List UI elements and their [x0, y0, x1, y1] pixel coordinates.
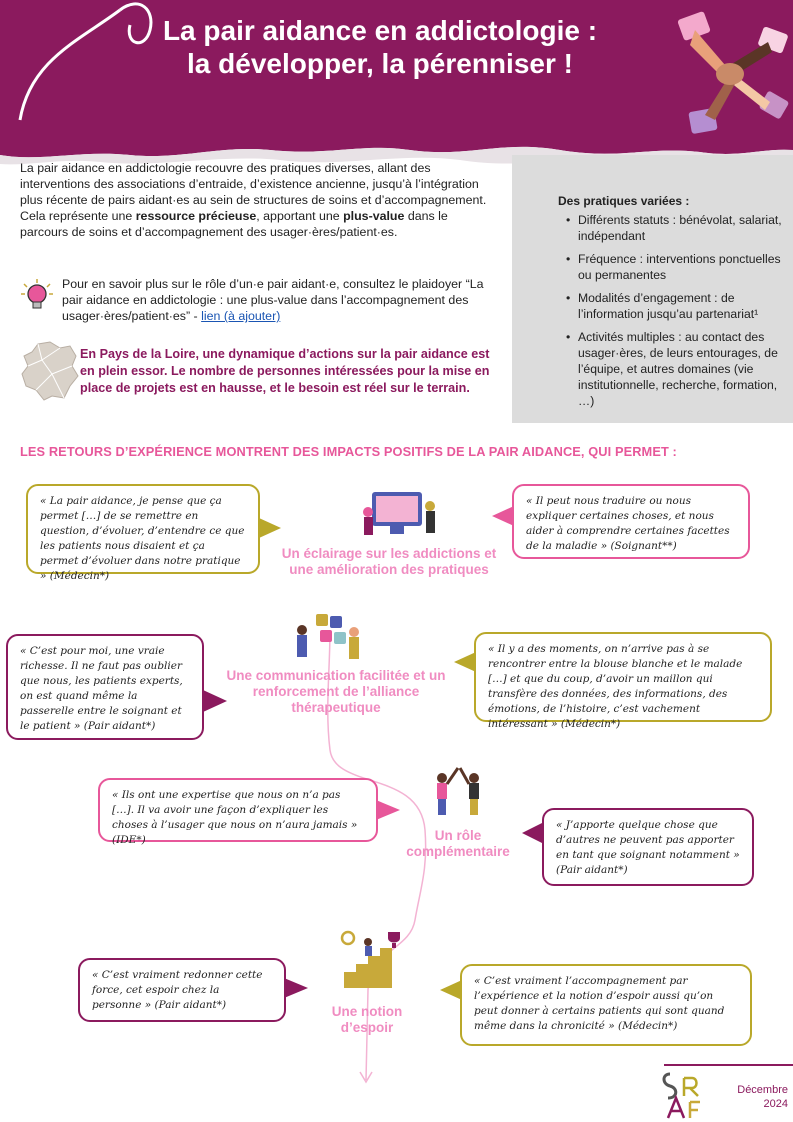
quote-text: « Il y a des moments, on n’arrive pas à se rencontrer entre la blouse blanche et le malade […] et que du coup, d’avoir un maillon qui transfère des données, des informations, des émotions, de l’histoire, c’est vachement intéressant » (Médecin*) — [488, 643, 743, 730]
intro-p2-part: , apportant une — [256, 209, 344, 223]
publication-date — [716, 1083, 788, 1111]
quote-box — [460, 964, 752, 1046]
quote-text: « La pair aidance, je pense que ça permet […] de se remettre en question, d’évoluer, d’entendre ce que les patients nous disaient et ça permet d’évoluer dans notre pratique » (Médecin*) — [40, 495, 245, 582]
quote-pointer — [520, 822, 544, 844]
quote-pointer — [490, 506, 514, 526]
quote-box — [78, 958, 286, 1022]
pays-de-la-loire-map — [20, 340, 80, 402]
practices-item: • Fréquence : interventions ponctuelles ou permanentes — [566, 251, 788, 283]
quote-box — [512, 484, 750, 559]
quote-box — [474, 632, 772, 730]
intro-p2-emphasis: ressource précieuse — [135, 209, 257, 223]
footer-divider — [664, 1064, 793, 1066]
quote-pointer — [259, 518, 283, 538]
hands-illustration — [650, 10, 790, 140]
plaidoyer-text — [62, 276, 502, 324]
quote-text: « J’apporte quelque chose que d’autres ne peuvent pas apporter en tant que soignant notamment » (Pair aidant*) — [556, 819, 740, 876]
quote-pointer — [452, 652, 476, 672]
theme-title: Un rôle complémentaire — [406, 828, 510, 859]
date-year: 2024 — [763, 1098, 788, 1110]
intro-p2-emphasis: plus-value — [343, 209, 405, 223]
quote-box — [542, 808, 754, 886]
lightbulb-icon — [20, 278, 54, 312]
sraf-logo — [660, 1068, 716, 1120]
quote-pointer — [438, 980, 462, 1000]
region-text: En Pays de la Loire, une dynamique d’actions sur la pair aidance est en plein essor. Le nombre de personnes intéressées pour la mise en place de projets est en hausse, et le besoin est réel sur le terrain. — [80, 347, 490, 395]
intro-paragraph-1: La pair aidance en addictologie recouvre des pratiques diverses, allant des interventions des associations d’entraide, d’existence ancienne, jusqu’à l’intégration plus récente de pairs aidant·es au sein de structures de soins et d’accompagnement. — [20, 161, 487, 207]
puzzle-people-illustration — [294, 610, 364, 666]
practices-list — [566, 212, 788, 416]
practices-item: • Différents statuts : bénévolat, salariat, indépendant — [566, 212, 788, 244]
intro-p2-part: Cela représente une — [20, 209, 136, 223]
quote-box — [98, 778, 378, 846]
theme-title: Un éclairage sur les addictions et une amélioration des pratiques — [281, 546, 497, 577]
quote-pointer — [284, 978, 310, 998]
computer-people-illustration — [360, 484, 440, 544]
stairs-trophy-illustration — [336, 928, 406, 990]
quote-box — [6, 634, 204, 740]
intro-text — [20, 160, 490, 240]
date-month: Décembre — [737, 1084, 788, 1096]
quote-pointer — [376, 800, 402, 820]
intro-p2-part: dans le parcours de soins et d’accompagnement des usager·ères/patient·es. — [20, 209, 448, 239]
quote-text: « Ils ont une expertise que nous on n’a pas […]. Il va avoir une façon d’expliquer les choses à l’usager que nous on n’aura jamais » (IDE*) — [112, 789, 358, 846]
practices-item: • Modalités d’engagement : de l’information jusqu’au partenariat¹ — [566, 290, 788, 322]
plaidoyer-link[interactable]: lien (à ajouter) — [201, 309, 281, 323]
page-title: La pair aidance en addictologie : la développer, la pérenniser ! — [162, 15, 598, 79]
quote-text: « C’est pour moi, une vraie richesse. Il ne faut pas oublier que nous, les patients experts, on est quand même la passerelle entre le soignant et le patient » (Pair aidant*) — [20, 645, 183, 732]
theme-title: Une communication facilitée et un renforcement de l’alliance thérapeutique — [226, 668, 446, 715]
section-heading: LES RETOURS D’EXPÉRIENCE MONTRENT DES IMPACTS POSITIFS DE LA PAIR AIDANCE, QUI PERMET : — [20, 444, 677, 459]
plaidoyer-description: Pour en savoir plus sur le rôle d’un·e pair aidant·e, consultez le plaidoyer “La pair aidance en addictologie : une plus-value dans l’accompagnement des usager·ères/patient·es” - — [62, 277, 484, 323]
theme-title: Une notion d’espoir — [331, 1004, 403, 1035]
high-five-illustration — [430, 764, 490, 820]
practices-item: • Activités multiples : au contact des usager·ères, de leurs entourages, de l’équipe, et autres domaines (vie institutionnelle, recherche, formation, …) — [566, 329, 788, 409]
practices-title: Des pratiques variées : — [558, 194, 690, 208]
quote-text: « Il peut nous traduire ou nous expliquer certaines choses, et nous aider à comprendre certaines facettes de la maladie » (Soignant**) — [526, 495, 730, 552]
quote-box — [26, 484, 260, 582]
quote-text: « C’est vraiment redonner cette force, cet espoir chez la personne » (Pair aidant*) — [92, 969, 263, 1011]
quote-text: « C’est vraiment l’accompagnement par l’expérience et la notion d’espoir aussi qu’on peut donner à certains patients qui sont quand même dans la chronicité » (Médecin*) — [474, 975, 725, 1032]
intro-paragraph-2 — [20, 208, 490, 240]
